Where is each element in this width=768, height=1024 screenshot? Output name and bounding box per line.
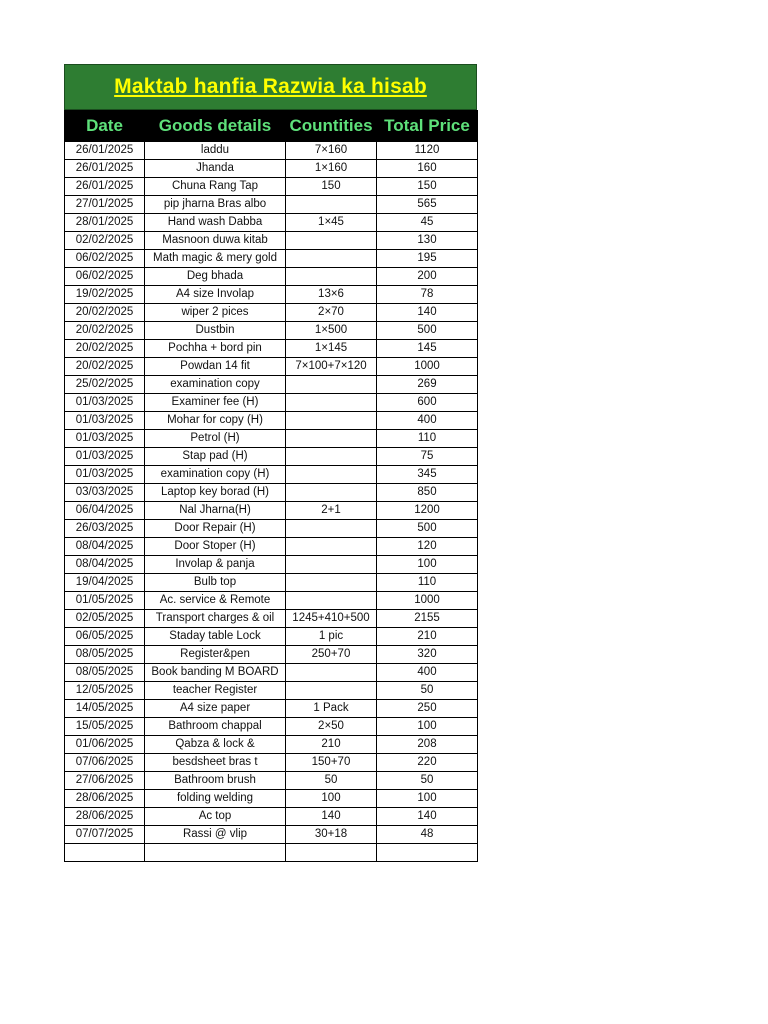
cell-total-price[interactable]: 2155 [377, 610, 478, 628]
cell-countities[interactable]: 150 [286, 178, 377, 196]
cell-total-price[interactable]: 400 [377, 412, 478, 430]
cell-date[interactable]: 06/05/2025 [65, 628, 145, 646]
cell-goods-details[interactable]: Jhanda [145, 160, 286, 178]
cell-date[interactable]: 28/06/2025 [65, 808, 145, 826]
cell-countities[interactable] [286, 574, 377, 592]
cell-goods-details[interactable]: Pochha + bord pin [145, 340, 286, 358]
cell-goods-details[interactable]: Door Repair (H) [145, 520, 286, 538]
cell-date[interactable]: 26/01/2025 [65, 160, 145, 178]
cell-date[interactable]: 20/02/2025 [65, 358, 145, 376]
cell-goods-details[interactable]: examination copy [145, 376, 286, 394]
cell-countities[interactable] [286, 232, 377, 250]
cell-total-price[interactable]: 100 [377, 718, 478, 736]
cell-date[interactable]: 06/02/2025 [65, 268, 145, 286]
cell-goods-details[interactable]: pip jharna Bras albo [145, 196, 286, 214]
cell-countities[interactable]: 210 [286, 736, 377, 754]
table-row [65, 268, 478, 286]
cell-date[interactable]: 01/03/2025 [65, 466, 145, 484]
table-row [65, 448, 478, 466]
cell-countities[interactable] [286, 538, 377, 556]
cell-date[interactable]: 08/05/2025 [65, 646, 145, 664]
table-row [65, 250, 478, 268]
cell-goods-details[interactable]: Chuna Rang Tap [145, 178, 286, 196]
cell-countities[interactable] [286, 250, 377, 268]
cell-date[interactable]: 19/04/2025 [65, 574, 145, 592]
table-row [65, 178, 478, 196]
cell-countities[interactable] [286, 556, 377, 574]
cell-total-price[interactable]: 110 [377, 574, 478, 592]
spreadsheet [64, 64, 477, 862]
table-row [65, 466, 478, 484]
cell-goods-details[interactable]: Math magic & mery gold [145, 250, 286, 268]
table-row [65, 682, 478, 700]
table-row [65, 358, 478, 376]
cell-goods-details[interactable]: Powdan 14 fit [145, 358, 286, 376]
cell-countities[interactable] [286, 196, 377, 214]
table-row [65, 736, 478, 754]
cell-total-price[interactable] [377, 844, 478, 862]
cell-date[interactable]: 01/06/2025 [65, 736, 145, 754]
cell-date[interactable]: 06/02/2025 [65, 250, 145, 268]
table-row [65, 610, 478, 628]
cell-total-price[interactable]: 75 [377, 448, 478, 466]
cell-countities[interactable]: 1 pic [286, 628, 377, 646]
cell-countities[interactable]: 2+1 [286, 502, 377, 520]
cell-total-price[interactable]: 850 [377, 484, 478, 502]
table-row [65, 286, 478, 304]
expense-table [64, 110, 478, 862]
cell-goods-details[interactable]: Mohar for copy (H) [145, 412, 286, 430]
cell-goods-details[interactable]: Nal Jharna(H) [145, 502, 286, 520]
cell-countities[interactable] [286, 682, 377, 700]
cell-countities[interactable] [286, 430, 377, 448]
cell-total-price[interactable]: 100 [377, 790, 478, 808]
cell-total-price[interactable]: 320 [377, 646, 478, 664]
cell-countities[interactable] [286, 592, 377, 610]
cell-date[interactable]: 20/02/2025 [65, 340, 145, 358]
table-row [65, 556, 478, 574]
cell-countities[interactable]: 50 [286, 772, 377, 790]
cell-goods-details[interactable]: Bathroom chappal [145, 718, 286, 736]
table-row [65, 754, 478, 772]
cell-date[interactable]: 01/03/2025 [65, 448, 145, 466]
cell-date[interactable]: 27/06/2025 [65, 772, 145, 790]
cell-goods-details[interactable] [145, 844, 286, 862]
cell-date[interactable]: 26/01/2025 [65, 178, 145, 196]
cell-date[interactable]: 02/05/2025 [65, 610, 145, 628]
cell-date[interactable]: 14/05/2025 [65, 700, 145, 718]
cell-date[interactable]: 15/05/2025 [65, 718, 145, 736]
cell-total-price[interactable]: 50 [377, 682, 478, 700]
cell-total-price[interactable]: 140 [377, 808, 478, 826]
table-row [65, 808, 478, 826]
cell-goods-details[interactable]: Involap & panja [145, 556, 286, 574]
cell-total-price[interactable]: 210 [377, 628, 478, 646]
cell-countities[interactable] [286, 484, 377, 502]
cell-date[interactable]: 02/02/2025 [65, 232, 145, 250]
table-row [65, 700, 478, 718]
cell-date[interactable]: 03/03/2025 [65, 484, 145, 502]
cell-total-price[interactable]: 1200 [377, 502, 478, 520]
cell-date[interactable]: 07/07/2025 [65, 826, 145, 844]
table-row [65, 628, 478, 646]
cell-date[interactable]: 06/04/2025 [65, 502, 145, 520]
cell-total-price[interactable]: 45 [377, 214, 478, 232]
cell-total-price[interactable]: 500 [377, 520, 478, 538]
table-row [65, 574, 478, 592]
cell-date[interactable]: 01/03/2025 [65, 412, 145, 430]
cell-date[interactable]: 27/01/2025 [65, 196, 145, 214]
cell-goods-details[interactable]: examination copy (H) [145, 466, 286, 484]
cell-goods-details[interactable]: Rassi @ vlip [145, 826, 286, 844]
cell-date[interactable]: 08/04/2025 [65, 556, 145, 574]
cell-countities[interactable]: 1245+410+500 [286, 610, 377, 628]
table-row [65, 772, 478, 790]
cell-goods-details[interactable]: A4 size paper [145, 700, 286, 718]
table-row [65, 412, 478, 430]
cell-total-price[interactable]: 140 [377, 304, 478, 322]
cell-countities[interactable]: 1×45 [286, 214, 377, 232]
title-bar[interactable] [64, 64, 477, 110]
table-row [65, 322, 478, 340]
cell-goods-details[interactable]: Masnoon duwa kitab [145, 232, 286, 250]
cell-countities[interactable]: 1 Pack [286, 700, 377, 718]
cell-goods-details[interactable]: Staday table Lock [145, 628, 286, 646]
cell-goods-details[interactable]: Book banding M BOARD [145, 664, 286, 682]
cell-date[interactable]: 08/04/2025 [65, 538, 145, 556]
cell-goods-details[interactable]: laddu [145, 142, 286, 160]
table-row [65, 538, 478, 556]
cell-countities[interactable] [286, 520, 377, 538]
cell-countities[interactable] [286, 394, 377, 412]
cell-date[interactable]: 20/02/2025 [65, 304, 145, 322]
cell-goods-details[interactable]: Stap pad (H) [145, 448, 286, 466]
table-row [65, 376, 478, 394]
cell-date[interactable] [65, 844, 145, 862]
cell-countities[interactable] [286, 664, 377, 682]
header-goods-details[interactable]: Goods details [145, 111, 286, 142]
cell-total-price[interactable]: 200 [377, 268, 478, 286]
cell-goods-details[interactable]: Door Stoper (H) [145, 538, 286, 556]
cell-date[interactable]: 07/06/2025 [65, 754, 145, 772]
cell-total-price[interactable]: 150 [377, 178, 478, 196]
cell-countities[interactable] [286, 412, 377, 430]
cell-total-price[interactable]: 400 [377, 664, 478, 682]
cell-goods-details[interactable]: Ac. service & Remote [145, 592, 286, 610]
table-row [65, 646, 478, 664]
cell-total-price[interactable]: 600 [377, 394, 478, 412]
cell-countities[interactable]: 2×70 [286, 304, 377, 322]
cell-total-price[interactable]: 220 [377, 754, 478, 772]
cell-date[interactable]: 26/01/2025 [65, 142, 145, 160]
cell-total-price[interactable]: 1000 [377, 358, 478, 376]
cell-total-price[interactable]: 208 [377, 736, 478, 754]
cell-total-price[interactable]: 565 [377, 196, 478, 214]
cell-goods-details[interactable]: besdsheet bras t [145, 754, 286, 772]
cell-date[interactable]: 01/03/2025 [65, 430, 145, 448]
table-row [65, 502, 478, 520]
cell-countities[interactable]: 150+70 [286, 754, 377, 772]
cell-date[interactable]: 28/06/2025 [65, 790, 145, 808]
cell-goods-details[interactable]: Transport charges & oil [145, 610, 286, 628]
table-row [65, 394, 478, 412]
cell-countities[interactable]: 140 [286, 808, 377, 826]
cell-goods-details[interactable]: Register&pen [145, 646, 286, 664]
cell-date[interactable]: 08/05/2025 [65, 664, 145, 682]
cell-countities[interactable]: 7×100+7×120 [286, 358, 377, 376]
table-row [65, 340, 478, 358]
cell-total-price[interactable]: 345 [377, 466, 478, 484]
cell-date[interactable]: 25/02/2025 [65, 376, 145, 394]
cell-countities[interactable] [286, 844, 377, 862]
table-row [65, 826, 478, 844]
cell-goods-details[interactable]: wiper 2 pices [145, 304, 286, 322]
cell-countities[interactable] [286, 268, 377, 286]
header-countities[interactable]: Countities [286, 111, 377, 142]
cell-countities[interactable] [286, 376, 377, 394]
cell-date[interactable]: 28/01/2025 [65, 214, 145, 232]
cell-total-price[interactable]: 110 [377, 430, 478, 448]
cell-date[interactable]: 19/02/2025 [65, 286, 145, 304]
table-row [65, 196, 478, 214]
cell-total-price[interactable]: 78 [377, 286, 478, 304]
cell-goods-details[interactable]: Petrol (H) [145, 430, 286, 448]
cell-date[interactable]: 01/03/2025 [65, 394, 145, 412]
table-row [65, 520, 478, 538]
cell-goods-details[interactable]: Deg bhada [145, 268, 286, 286]
cell-total-price[interactable]: 1120 [377, 142, 478, 160]
table-row [65, 664, 478, 682]
header-date[interactable]: Date [65, 111, 145, 142]
cell-goods-details[interactable]: Ac top [145, 808, 286, 826]
cell-total-price[interactable]: 145 [377, 340, 478, 358]
header-total-price[interactable]: Total Price [377, 111, 478, 142]
cell-date[interactable]: 12/05/2025 [65, 682, 145, 700]
table-row [65, 790, 478, 808]
table-row [65, 304, 478, 322]
cell-countities[interactable]: 13×6 [286, 286, 377, 304]
cell-total-price[interactable]: 50 [377, 772, 478, 790]
cell-goods-details[interactable]: Hand wash Dabba [145, 214, 286, 232]
cell-date[interactable]: 01/05/2025 [65, 592, 145, 610]
table-row [65, 142, 478, 160]
cell-countities[interactable]: 100 [286, 790, 377, 808]
cell-goods-details[interactable]: Qabza & lock & [145, 736, 286, 754]
cell-goods-details[interactable]: Laptop key borad (H) [145, 484, 286, 502]
sheet-title: Maktab hanfia Razwia ka hisab [114, 75, 427, 98]
cell-countities[interactable]: 1×500 [286, 322, 377, 340]
table-row [65, 484, 478, 502]
cell-goods-details[interactable]: teacher Register [145, 682, 286, 700]
cell-goods-details[interactable]: Bathroom brush [145, 772, 286, 790]
cell-goods-details[interactable]: Bulb top [145, 574, 286, 592]
cell-countities[interactable]: 7×160 [286, 142, 377, 160]
cell-goods-details[interactable]: A4 size Involap [145, 286, 286, 304]
cell-total-price[interactable]: 500 [377, 322, 478, 340]
cell-total-price[interactable]: 250 [377, 700, 478, 718]
table-row [65, 214, 478, 232]
table-row [65, 430, 478, 448]
cell-total-price[interactable]: 48 [377, 826, 478, 844]
table-row [65, 844, 478, 862]
cell-countities[interactable]: 30+18 [286, 826, 377, 844]
cell-total-price[interactable]: 130 [377, 232, 478, 250]
cell-goods-details[interactable]: Examiner fee (H) [145, 394, 286, 412]
cell-total-price[interactable]: 195 [377, 250, 478, 268]
cell-date[interactable]: 26/03/2025 [65, 520, 145, 538]
cell-countities[interactable]: 1×145 [286, 340, 377, 358]
cell-total-price[interactable]: 100 [377, 556, 478, 574]
cell-total-price[interactable]: 269 [377, 376, 478, 394]
table-body [65, 142, 478, 862]
cell-countities[interactable]: 1×160 [286, 160, 377, 178]
cell-countities[interactable] [286, 448, 377, 466]
cell-total-price[interactable]: 160 [377, 160, 478, 178]
table-row [65, 160, 478, 178]
cell-countities[interactable] [286, 466, 377, 484]
table-row [65, 718, 478, 736]
header-row [65, 111, 478, 142]
cell-countities[interactable]: 250+70 [286, 646, 377, 664]
cell-date[interactable]: 20/02/2025 [65, 322, 145, 340]
cell-countities[interactable]: 2×50 [286, 718, 377, 736]
cell-total-price[interactable]: 120 [377, 538, 478, 556]
cell-goods-details[interactable]: Dustbin [145, 322, 286, 340]
cell-goods-details[interactable]: folding welding [145, 790, 286, 808]
table-row [65, 232, 478, 250]
table-row [65, 592, 478, 610]
cell-total-price[interactable]: 1000 [377, 592, 478, 610]
